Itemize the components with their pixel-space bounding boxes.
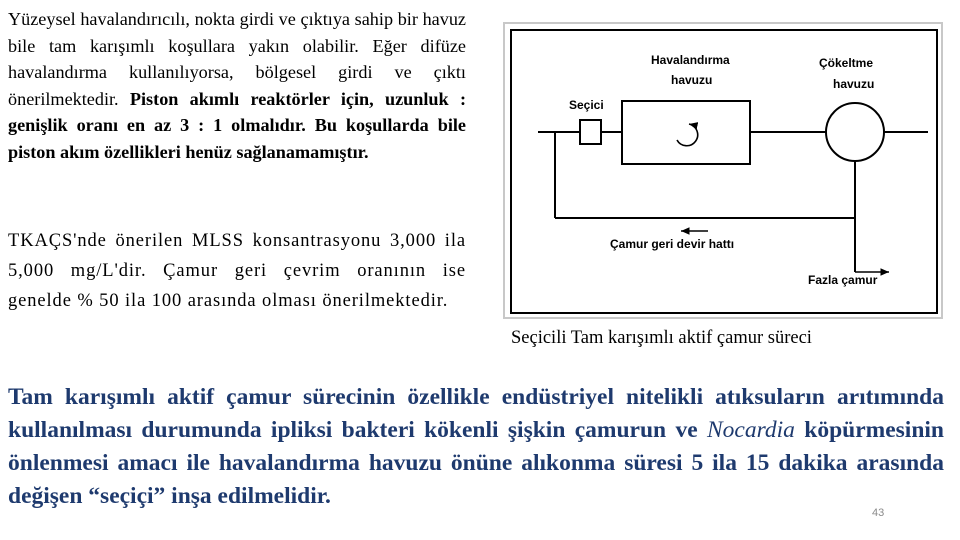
label-sludge-return: Çamur geri devir hattı [610,237,735,251]
selector-box [580,120,601,144]
figure-caption: Seçicili Tam karışımlı aktif çamur süreci [511,328,812,348]
page-number: 43 [872,507,885,519]
label-settling-basin-2: havuzu [833,77,875,91]
label-selector: Seçici [569,98,604,112]
bottom-text-part1: Tam karışımlı aktif çamur sürecinin özellikle endüstriyel nitelikli atıksuların arıtımında kullanılması durumunda ipliksi bakteri kökenli şişkin çamurun ve [8,384,944,443]
label-aeration-basin-2: havuzu [671,73,713,87]
aeration-basin [622,101,750,164]
label-excess-sludge: Fazla çamur [808,273,878,287]
paragraph-mlss: TKAÇS'nde önerilen MLSS konsantrasyonu 3,000 ila 5,000 mg/L'dir. Çamur geri çevrim oranının ise genelde % 50 ila 100 arasında olması önerilmektedir. [8,231,466,311]
label-settling-basin-1: Çökeltme [819,56,874,70]
paragraph-reactor-conditions [8,6,466,165]
diagram-border-inner [511,30,937,313]
paragraph-selector-recommendation [8,381,944,513]
process-diagram [503,22,944,320]
bottom-text-nocardia: Nocardia [707,417,795,443]
paragraph-reactor-plain: Yüzeysel havalandırıcılı, nokta girdi ve çıktıya sahip bir havuz bile tam karışımlı koşullara yakın olabilir. Eğer difüze havalandırma kullanılıyorsa, bölgesel girdi ve çıktı önerilmektedir. [8,9,466,109]
label-aeration-basin-1: Havalandırma [651,53,730,67]
paragraph-reactor-bold: Piston akımlı reaktörler için, uzunluk : genişlik oranı en az 3 : 1 olmalıdır. Bu koşullarda bile piston akım özellikleri henüz sağlanamamıştır. [8,88,466,162]
bottom-text-part2: köpürmesinin önlenmesi amacı ile havalandırma havuzu önüne alıkonma süresi 5 ila 15 dakika arasında değişen “seçiçi” inşa edilmelidir. [8,417,945,509]
settling-basin [826,103,884,161]
